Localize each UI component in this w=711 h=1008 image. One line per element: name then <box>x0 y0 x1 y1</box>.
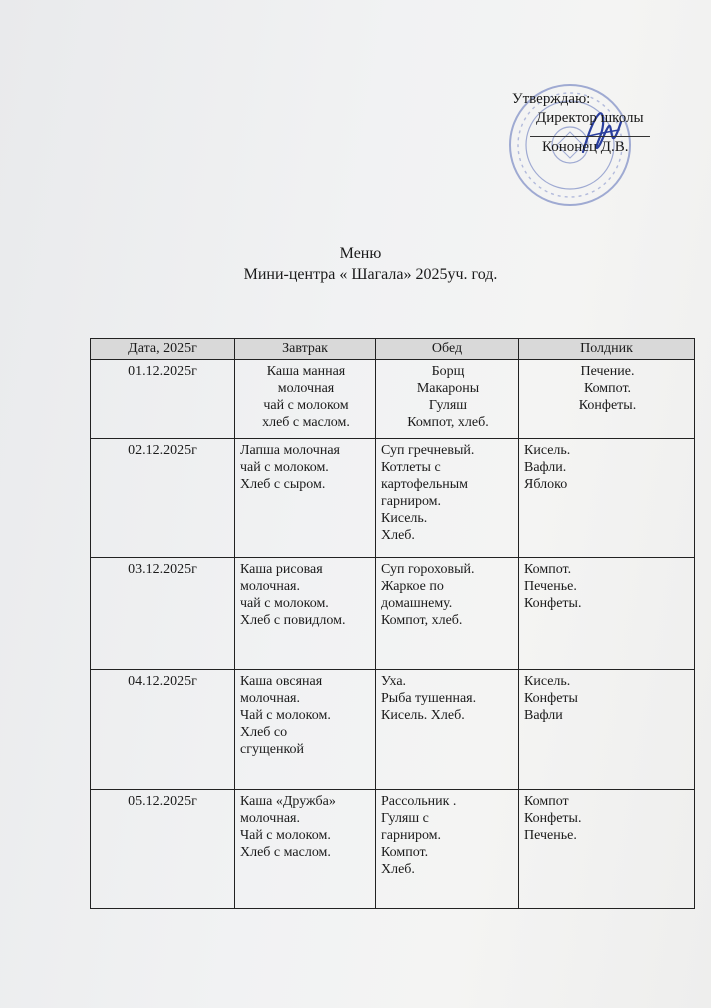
breakfast-cell <box>235 558 376 670</box>
menu-item-line: гарниром. <box>381 828 442 843</box>
menu-item-line: чай с молоком <box>263 398 349 413</box>
menu-item-line: Чай с молоком. <box>240 828 331 843</box>
director-name: Кононец Д.В. <box>542 139 629 155</box>
header-date: Дата, 2025г <box>91 339 235 360</box>
snack-cell <box>519 790 695 909</box>
breakfast-cell <box>235 670 376 790</box>
menu-item-line: Гуляш <box>428 398 468 413</box>
title-line-1: Меню <box>339 245 382 262</box>
snack-cell <box>519 360 695 439</box>
menu-item-line: Печенье. <box>524 828 577 843</box>
menu-item-line: Уха. <box>381 674 407 689</box>
menu-item-line: Хлеб с сыром. <box>240 477 326 492</box>
menu-item-line: молочная. <box>240 579 300 594</box>
snack-cell <box>519 558 695 670</box>
menu-item-line: Суп гречневый. <box>381 443 475 458</box>
menu-item-line: Компот <box>524 794 569 809</box>
lunch-cell <box>376 670 519 790</box>
page-title <box>0 243 711 285</box>
menu-item-line: Печенье. <box>524 579 577 594</box>
director-position: Директор школы <box>536 110 644 126</box>
menu-item-line: чай с молоком. <box>240 596 329 611</box>
breakfast-cell <box>235 790 376 909</box>
menu-item-line: картофельным <box>381 477 468 492</box>
menu-item-line: Макароны <box>416 381 480 396</box>
menu-item-line: Яблоко <box>524 477 568 492</box>
table-row <box>91 360 695 439</box>
breakfast-cell <box>235 439 376 558</box>
menu-item-line: Котлеты с <box>381 460 441 475</box>
breakfast-cell <box>235 360 376 439</box>
menu-item-line: Рассольник . <box>381 794 457 809</box>
lunch-cell <box>376 360 519 439</box>
menu-item-line: Хлеб с маслом. <box>240 845 331 860</box>
menu-item-line: домашнему. <box>381 596 453 611</box>
lunch-cell <box>376 439 519 558</box>
date-cell: 05.12.2025г <box>91 790 235 909</box>
menu-item-line: Хлеб. <box>381 528 415 543</box>
menu-item-line: гарниром. <box>381 494 442 509</box>
menu-item-line: Каша манная <box>266 364 346 379</box>
menu-item-line: Конфеты. <box>524 811 582 826</box>
menu-item-line: Компот. <box>524 562 572 577</box>
menu-item-line: Компот, хлеб. <box>381 613 463 628</box>
lunch-cell <box>376 558 519 670</box>
menu-item-line: Кисель. Хлеб. <box>381 708 465 723</box>
menu-item-line: молочная <box>277 381 335 396</box>
menu-item-line: Конфеты. <box>578 398 637 413</box>
menu-item-line: Лапша молочная <box>240 443 340 458</box>
header-lunch: Обед <box>376 339 519 360</box>
snack-cell <box>519 670 695 790</box>
date-cell: 04.12.2025г <box>91 670 235 790</box>
menu-item-line: Чай с молоком. <box>240 708 331 723</box>
menu-item-line: Кисель. <box>524 443 571 458</box>
menu-item-line: Каша овсяная <box>240 674 323 689</box>
menu-item-line: Каша «Дружба» <box>240 794 336 809</box>
menu-item-line: Вафли <box>524 708 563 723</box>
date-cell: 03.12.2025г <box>91 558 235 670</box>
menu-item-line: Компот. <box>583 381 632 396</box>
menu-item-line: Борщ <box>431 364 465 379</box>
menu-item-line: Хлеб. <box>381 862 415 877</box>
table-header-row <box>91 339 695 360</box>
menu-item-line: Каша рисовая <box>240 562 323 577</box>
menu-item-line: хлеб с маслом. <box>262 415 350 430</box>
menu-item-line: молочная. <box>240 811 300 826</box>
lunch-cell <box>376 790 519 909</box>
date-cell: 01.12.2025г <box>91 360 235 439</box>
snack-cell <box>519 439 695 558</box>
approval-block <box>500 90 700 157</box>
menu-table <box>90 338 695 909</box>
signature-line <box>530 136 650 137</box>
menu-item-line: Хлеб с повидлом. <box>240 613 346 628</box>
menu-item-line: чай с молоком. <box>240 460 329 475</box>
menu-item-line: Конфеты <box>524 691 578 706</box>
header-breakfast: Завтрак <box>235 339 376 360</box>
header-snack: Полдник <box>519 339 695 360</box>
title-line-2: Мини-центра « Шагала» 2025уч. год. <box>243 266 498 283</box>
menu-item-line: Кисель. <box>381 511 428 526</box>
menu-item-line: Кисель. <box>524 674 571 689</box>
menu-item-line: Печение. <box>580 364 635 379</box>
menu-item-line: Конфеты. <box>524 596 582 611</box>
menu-item-line: Жаркое по <box>381 579 444 594</box>
table-row <box>91 790 695 909</box>
table-row <box>91 558 695 670</box>
menu-item-line: Гуляш с <box>381 811 429 826</box>
menu-item-line: Хлеб со <box>240 725 288 740</box>
date-cell: 02.12.2025г <box>91 439 235 558</box>
approval-label: Утверждаю: <box>512 91 591 107</box>
menu-item-line: Компот. <box>381 845 429 860</box>
menu-item-line: молочная. <box>240 691 300 706</box>
menu-item-line: Вафли. <box>524 460 567 475</box>
menu-item-line: Суп гороховый. <box>381 562 475 577</box>
menu-item-line: Рыба тушенная. <box>381 691 477 706</box>
table-row <box>91 670 695 790</box>
table-row <box>91 439 695 558</box>
menu-item-line: Компот, хлеб. <box>407 415 489 430</box>
menu-item-line: сгущенкой <box>240 742 305 757</box>
